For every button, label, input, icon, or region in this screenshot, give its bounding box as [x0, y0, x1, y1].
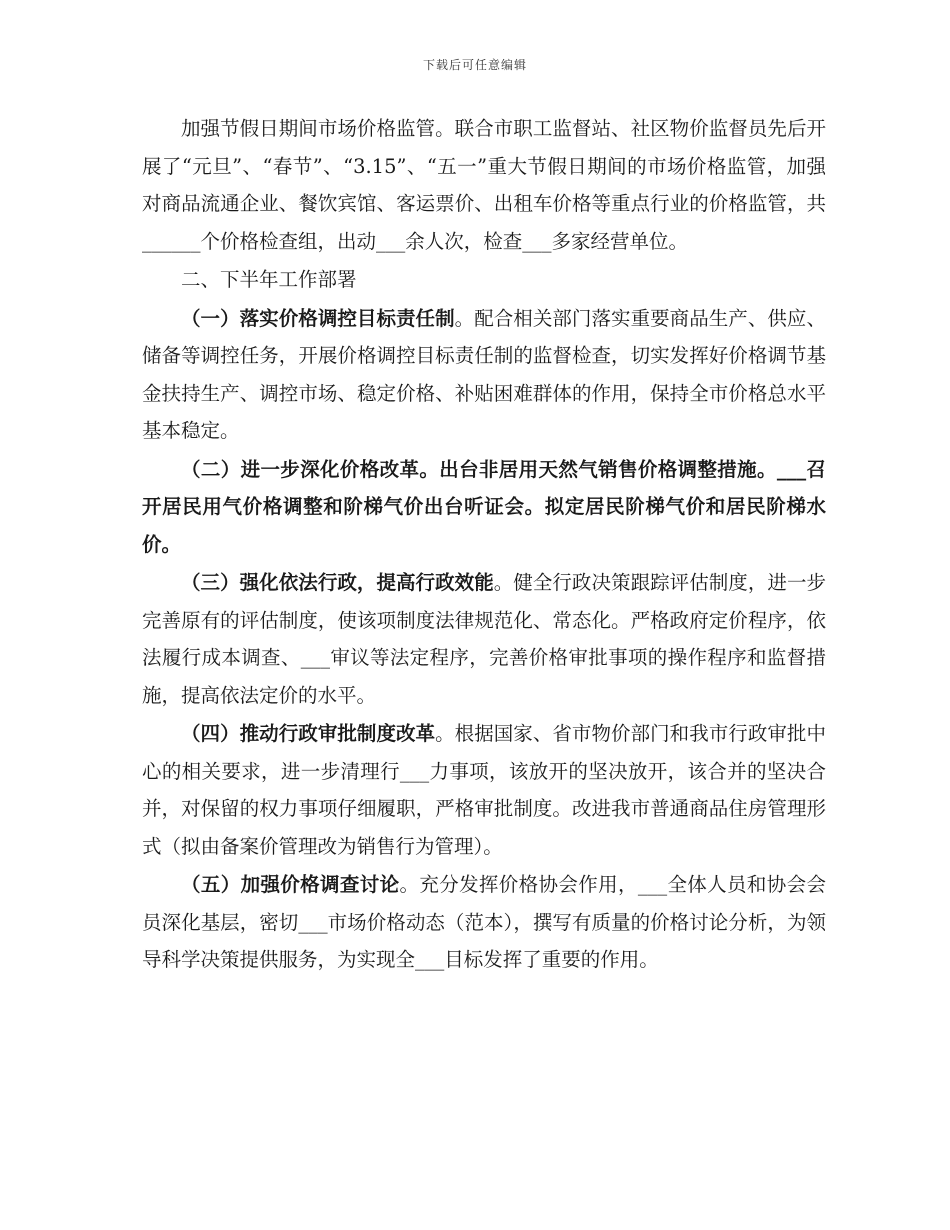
paragraph-item-2 [142, 451, 826, 564]
paragraph-text: 加强节假日期间市场价格监管。联合市职工监督站、社区物价监督员先后开展了“元旦”、“春节”、“3.15”、“五一”重大节假日期间的市场价格监管，加强对商品流通企业、餐饮宾馆、客运票价、出租车价格等重点行业的价格监管，共______个价格检查组，出动___余人次，检查___多家经营单位。 [142, 117, 826, 253]
item-text: 。配合相关部门落实重要商品生产、供应、储备等调控任务，开展价格调控目标责任制的监督检查，切实发挥好价格调节基金扶持生产、调控市场、稳定价格、补贴困难群体的作用，保持全市价格总水平基本稳定。 [142, 306, 826, 442]
item-text: 。根据国家、省市物价部门和我市行政审批中心的相关要求，进一步清理行___力事项，该放开的坚决放开，该合并的坚决合并，对保留的权力事项仔细履职，严格审批制度。改进我市普通商品住房管理形式（拟由备案价管理改为销售行为管理）。 [142, 722, 826, 858]
item-heading: （四）推动行政审批制度改革 [181, 722, 436, 745]
paragraph-item-3 [142, 564, 826, 714]
paragraph-item-1 [142, 300, 826, 450]
paragraph-item-5 [142, 866, 826, 979]
item-heading: （三）强化依法行政，提高行政效能 [181, 571, 494, 594]
section-heading-second-half-plan [142, 261, 826, 299]
paragraph-holiday-price-supervision [142, 110, 826, 260]
item-heading: （五）加强价格调查讨论 [181, 873, 400, 896]
item-heading: （二）进一步深化价格改革。出台非居用天然气销售价格调整措施。___召开居民用气价格调整和阶梯气价出台听证会。拟定居民阶梯气价和居民阶梯水价。 [142, 457, 826, 556]
document-body [142, 110, 826, 979]
item-heading: （一）落实价格调控目标责任制 [181, 306, 455, 330]
page-header: 下载后可任意编辑 [422, 58, 527, 72]
paragraph-item-4 [142, 715, 826, 865]
section-heading-text: 二、下半年工作部署 [181, 268, 357, 291]
item-text: 。充分发挥价格协会作用，___全体人员和协会会员深化基层，密切___市场价格动态（范本），撰写有质量的价格讨论分析，为领导科学决策提供服务，为实现全___目标发挥了重要的作用。 [142, 873, 826, 971]
item-text: 。健全行政决策跟踪评估制度，进一步完善原有的评估制度，使该项制度法律规范化、常态化。严格政府定价程序，依法履行成本调查、___审议等法定程序，完善价格审批事项的操作程序和监督措施，提高依法定价的水平。 [142, 571, 826, 707]
